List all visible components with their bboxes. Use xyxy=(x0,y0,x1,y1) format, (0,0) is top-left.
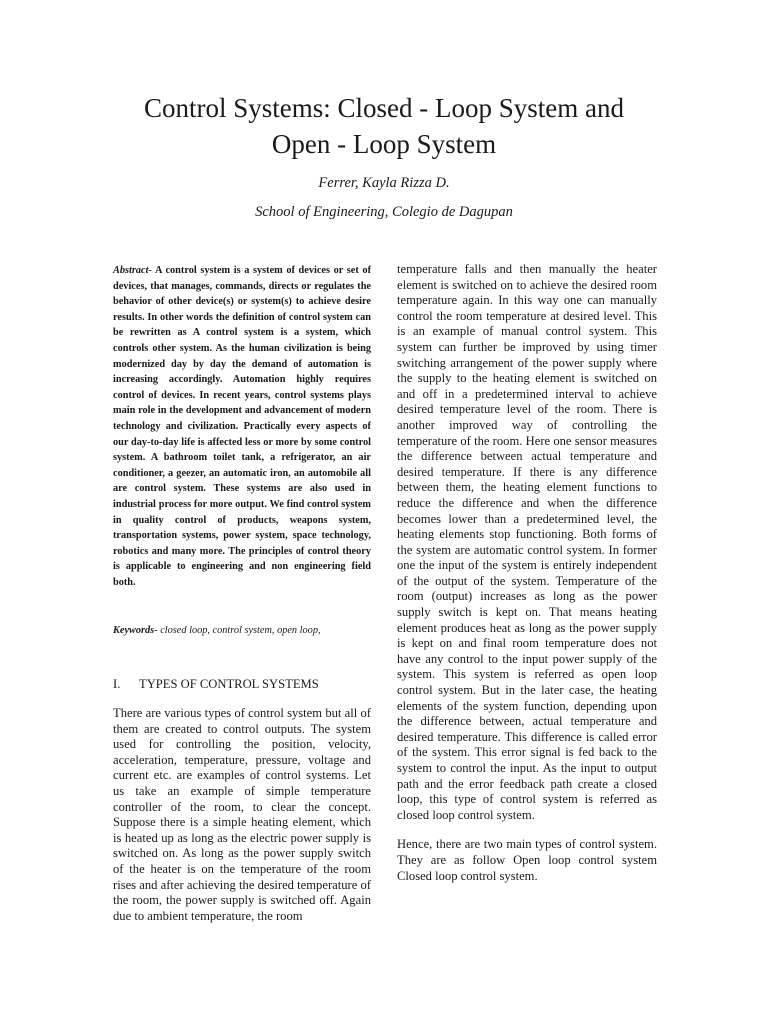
left-column xyxy=(113,263,371,924)
author-affiliation: School of Engineering, Colegio de Dagupan xyxy=(255,204,513,220)
body-paragraph-left: There are various types of control system but all of them are created to control outputs. The system used for controlling the position, velocity, acceleration, temperature, pressure, voltage and current etc. are examples of control systems. Let us take an example of simple temperature controller of the room, to clear the concept. Suppose there is a simple heating element, which is heated up as long as the electric power supply is switched on. As long as the power supply switch of the heater is on the temperature of the room rises and after achieving the desired temperature of the room, the power supply is switched off. Again due to ambient temperature, the room xyxy=(113,706,371,923)
section-heading xyxy=(113,675,371,693)
keywords xyxy=(113,623,371,639)
paper-title xyxy=(0,90,768,162)
abstract-label: Abstract- xyxy=(113,265,152,276)
abstract-text: A control system is a system of devices or set of devices, that manages, commands, directs or regulates the behavior of other device(s) or system(s) to achieve desire results. In other words the definition of control system can be rewritten as A control system is a system, which controls other system. As the human civilization is being modernized day by day the demand of automation is increasing accordingly. Automation highly requires control of devices. In recent years, control systems plays main role in the development and advancement of modern technology and civilization. Practically every aspects of our day-to-day life is affected less or more by some control system. A bathroom toilet tank, a refrigerator, an air conditioner, a geezer, an automatic iron, an automobile all are control system. These systems are also used in industrial process for more output. We find control system in quality control of products, weapons system, transportation systems, power system, space technology, robotics and many more. The principles of control theory is applicable to engineering and non engineering field both. xyxy=(113,265,371,588)
title-line-2: Open - Loop System xyxy=(271,129,497,159)
author-name: Ferrer, Kayla Rizza D. xyxy=(318,175,450,191)
keywords-label: Keywords- xyxy=(113,625,158,637)
abstract xyxy=(113,263,371,590)
title-line-1: Control Systems: Closed - Loop System and xyxy=(143,93,624,123)
body-paragraph-right-2: Hence, there are two main types of control system. They are as follow Open loop control system Closed loop control system. xyxy=(397,837,657,883)
right-column xyxy=(397,262,657,884)
section-title: TYPES OF CONTROL SYSTEMS xyxy=(139,677,319,692)
body-paragraph-right: temperature falls and then manually the heater element is switched on to achieve the desired room temperature again. In this way one can manually control the room temperature at desired level. This is an example of manual control system. This system can further be improved by using timer switching arrangement of the power supply where the supply to the heating element is switched on and off in a predetermined interval to achieve desired temperature level of the room. There is another improved way of controlling the temperature of the room. Here one sensor measures the difference between actual temperature and desired temperature. If there is any difference between them, the heating element functions to reduce the difference and when the difference becomes lower than a predetermined level, the heating elements stop functioning. Both forms of the system are automatic control system. In former one the input of the system is entirely independent of the output of the system. Temperature of the room (output) increases as long as the power supply switch is kept on. That means heating element produces heat as long as the power supply is kept on and final room temperature does not have any control to the input power supply of the system. This system is referred as open loop control system. But in the later case, the heating elements of the system function, depending upon the difference between, actual temperature and desired temperature. This difference is called error of the system. This error signal is fed back to the system to control the input. As the input to output path and the error feedback path create a closed loop, this type of control system is referred as closed loop control system. xyxy=(397,262,657,822)
keywords-text: closed loop, control system, open loop, xyxy=(157,625,321,637)
section-number: I. xyxy=(113,677,121,692)
